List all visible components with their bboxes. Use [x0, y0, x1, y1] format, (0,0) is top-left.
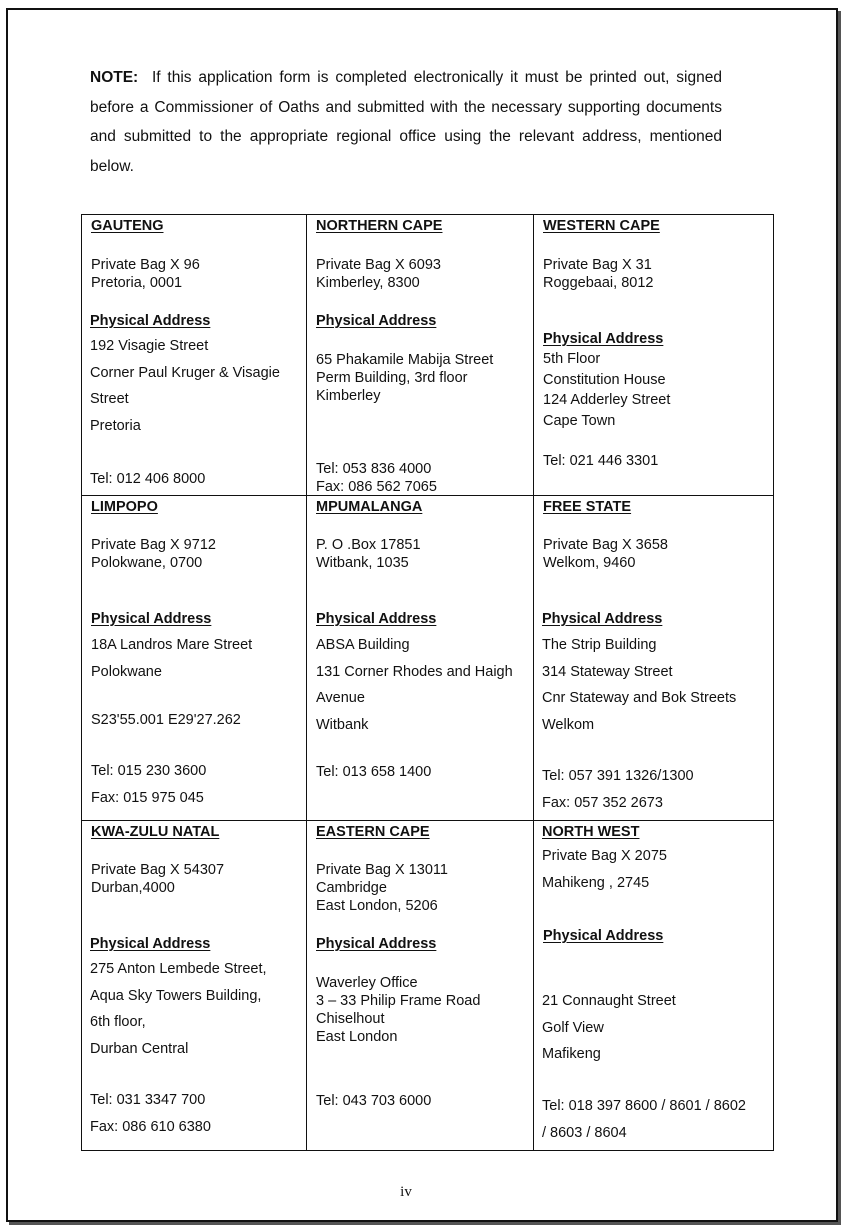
office-name: WESTERN CAPE — [543, 218, 660, 234]
telephone: Tel: 021 446 3301 — [543, 453, 659, 469]
postal-address: Private Bag X 2075 Mahikeng , 2745 — [542, 848, 667, 891]
physical-address: 192 Visagie Street Corner Paul Kruger & Visagie Street Pretoria — [90, 338, 280, 434]
physical-address: 5th Floor Constitution House 124 Adderley Street Cape Town — [543, 351, 671, 429]
postal-address: Private Bag X 6093 Kimberley, 8300 — [316, 257, 441, 291]
contact-numbers: Tel: 031 3347 700 Fax: 086 610 6380 — [90, 1092, 211, 1135]
office-name: NORTHERN CAPE — [316, 218, 443, 234]
physical-address-heading: Physical Address — [316, 611, 437, 627]
physical-address-heading: Physical Address — [316, 936, 437, 952]
office-name: EASTERN CAPE — [316, 824, 430, 840]
contact-numbers: Tel: 057 391 1326/1300 Fax: 057 352 2673 — [542, 768, 694, 811]
office-name: MPUMALANGA — [316, 499, 423, 515]
table-row — [82, 496, 774, 821]
physical-address-heading: Physical Address — [543, 928, 664, 944]
office-cell-eastern-cape — [307, 821, 534, 1151]
telephone: Tel: 018 397 8600 / 8601 / 8602 / 8603 / 8604 — [542, 1098, 746, 1141]
postal-address: Private Bag X 54307 Durban,4000 — [91, 862, 225, 896]
physical-address-heading: Physical Address — [90, 936, 211, 952]
physical-address: 18A Landros Mare Street Polokwane — [91, 637, 253, 680]
contact-numbers: Tel: 053 836 4000 Fax: 086 562 7065 — [316, 461, 437, 495]
telephone: Tel: 012 406 8000 — [90, 471, 206, 487]
physical-address: 65 Phakamile Mabija Street Perm Building, 3rd floor Kimberley — [316, 352, 494, 404]
postal-address: Private Bag X 96 Pretoria, 0001 — [91, 257, 200, 291]
office-cell-kwazulu-natal — [82, 821, 307, 1151]
office-name: KWA-ZULU NATAL — [91, 824, 220, 840]
note-paragraph — [90, 63, 722, 181]
page-number: iv — [400, 1184, 412, 1200]
office-name: LIMPOPO — [91, 499, 158, 515]
physical-address: The Strip Building 314 Stateway Street Cnr Stateway and Bok Streets Welkom — [542, 637, 737, 733]
gps-coordinates: S23'55.001 E29'27.262 — [91, 712, 241, 728]
physical-address-heading: Physical Address — [543, 331, 664, 347]
postal-address: P. O .Box 17851 Witbank, 1035 — [316, 537, 421, 571]
physical-address: 21 Connaught Street Golf View Mafikeng — [542, 993, 676, 1062]
office-cell-free-state — [534, 496, 774, 821]
physical-address-heading: Physical Address — [542, 611, 663, 627]
office-cell-limpopo — [82, 496, 307, 821]
office-cell-north-west — [534, 821, 774, 1151]
office-name: FREE STATE — [543, 499, 632, 515]
office-name: NORTH WEST — [542, 824, 640, 840]
contact-numbers: Tel: 015 230 3600 Fax: 015 975 045 — [91, 763, 207, 806]
note-text: If this application form is completed electronically it must be printed out, signed before a Commissioner of Oaths and submitted with the necessary supporting documents and submitted to the appropriate regional office using the relevant address, mentioned below. — [90, 69, 722, 175]
telephone: Tel: 013 658 1400 — [316, 764, 432, 780]
physical-address: 275 Anton Lembede Street, Aqua Sky Towers Building, 6th floor, Durban Central — [90, 961, 267, 1057]
office-cell-gauteng — [82, 215, 307, 496]
postal-address: Private Bag X 13011 Cambridge East London, 5206 — [316, 862, 448, 914]
postal-address: Private Bag X 31 Roggebaai, 8012 — [543, 257, 654, 291]
physical-address: Waverley Office 3 – 33 Philip Frame Road Chiselhout East London — [316, 975, 481, 1045]
office-cell-mpumalanga — [307, 496, 534, 821]
telephone: Tel: 043 703 6000 — [316, 1093, 432, 1109]
physical-address-heading: Physical Address — [90, 313, 211, 329]
postal-address: Private Bag X 9712 Polokwane, 0700 — [91, 537, 216, 571]
office-cell-northern-cape — [307, 215, 534, 496]
physical-address-heading: Physical Address — [91, 611, 212, 627]
office-cell-western-cape — [534, 215, 774, 496]
regional-offices-table — [81, 214, 774, 1151]
table-row — [82, 821, 774, 1151]
physical-address: ABSA Building 131 Corner Rhodes and Haigh Avenue Witbank — [316, 637, 513, 733]
note-label: NOTE: — [90, 69, 139, 86]
postal-address: Private Bag X 3658 Welkom, 9460 — [543, 537, 668, 571]
physical-address-heading: Physical Address — [316, 313, 437, 329]
office-name: GAUTENG — [91, 218, 164, 234]
table-row — [82, 215, 774, 496]
